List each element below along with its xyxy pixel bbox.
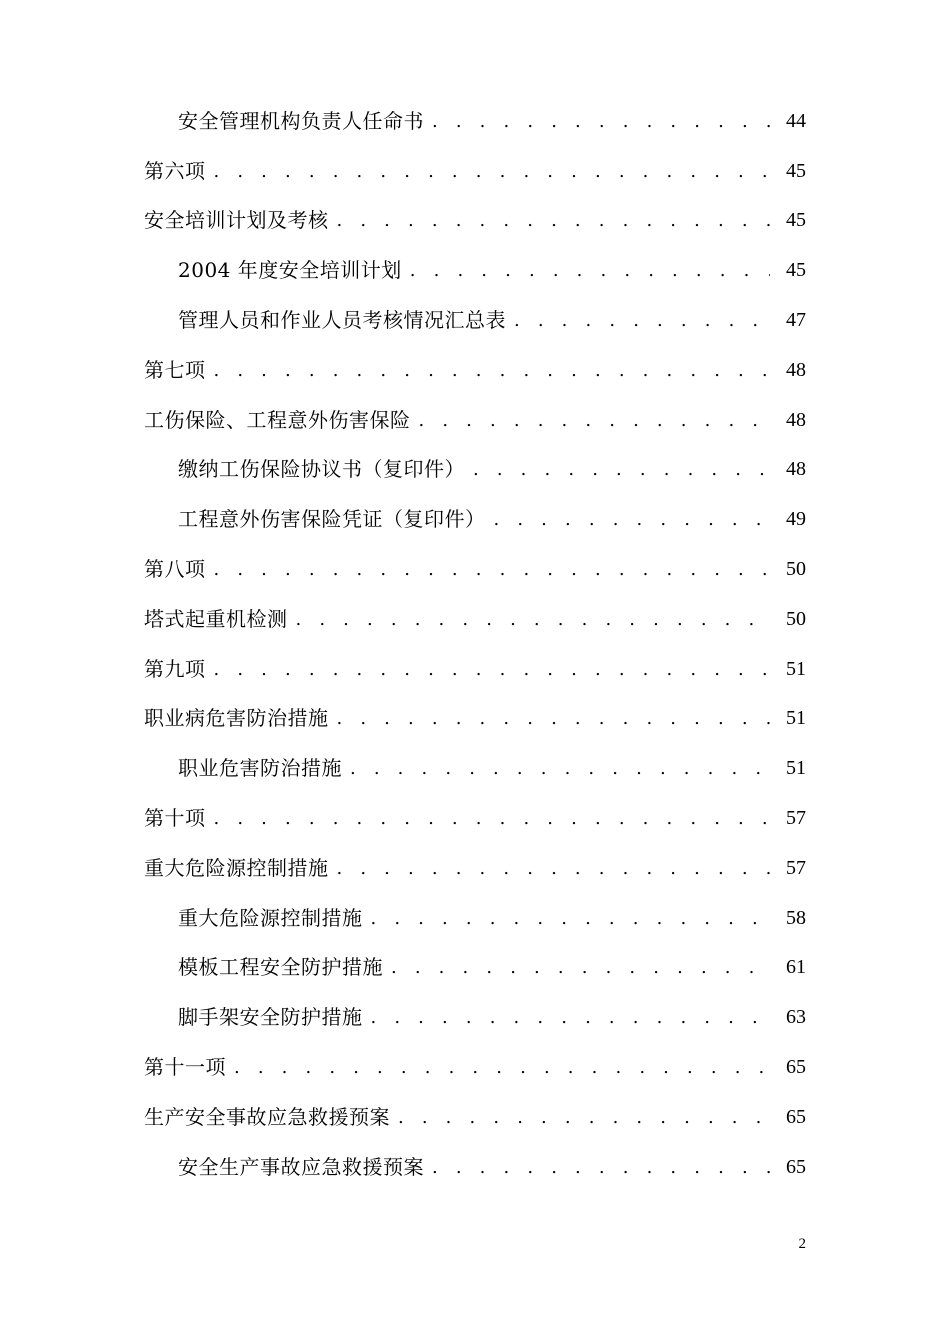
toc-entry[interactable] [0, 494, 950, 544]
toc-entry-title: 重大危险源控制措施 [178, 905, 363, 930]
toc-dot-leader [214, 362, 771, 380]
toc-entry[interactable] [0, 445, 950, 495]
toc-dot-leader [419, 412, 771, 430]
table-of-contents [0, 96, 950, 1192]
toc-entry-page: 50 [786, 558, 806, 581]
toc-entry[interactable] [0, 96, 950, 146]
toc-entry-page: 45 [786, 209, 806, 232]
toc-entry-title: 安全培训计划及考核 [144, 208, 329, 233]
toc-entry-title: 管理人员和作业人员考核情况汇总表 [178, 308, 506, 333]
toc-entry[interactable] [0, 295, 950, 345]
toc-entry-page: 58 [786, 906, 806, 929]
toc-entry-page: 57 [786, 856, 806, 879]
toc-entry[interactable] [0, 594, 950, 644]
toc-dot-leader [350, 760, 770, 778]
toc-entry-title: 重大危险源控制措施 [144, 855, 329, 880]
toc-entry-title: 2004 年度安全培训计划 [178, 258, 402, 283]
toc-entry[interactable] [0, 1042, 950, 1092]
toc-entry-title: 第十一项 [144, 1055, 226, 1080]
toc-dot-leader [410, 262, 770, 280]
toc-entry[interactable] [0, 395, 950, 445]
toc-entry-title: 模板工程安全防护措施 [178, 955, 383, 980]
toc-entry[interactable] [0, 196, 950, 246]
toc-dot-leader [214, 561, 771, 579]
toc-entry-page: 65 [786, 1155, 806, 1178]
toc-entry-title: 职业危害防治措施 [178, 756, 342, 781]
toc-entry-page: 65 [786, 1056, 806, 1079]
toc-entry-title: 工伤保险、工程意外伤害保险 [144, 407, 411, 432]
page-number: 2 [798, 1236, 806, 1252]
toc-entry-page: 51 [786, 657, 806, 680]
toc-entry[interactable] [0, 1142, 950, 1192]
toc-entry-page: 63 [786, 1006, 806, 1029]
toc-entry-page: 47 [786, 309, 806, 332]
toc-entry-title: 第七项 [144, 357, 206, 382]
toc-entry-page: 48 [786, 408, 806, 431]
toc-entry-page: 48 [786, 358, 806, 381]
toc-entry-page: 57 [786, 807, 806, 830]
toc-dot-leader [337, 212, 771, 230]
toc-entry-title: 脚手架安全防护措施 [178, 1005, 363, 1030]
toc-entry[interactable] [0, 544, 950, 594]
toc-entry[interactable] [0, 1092, 950, 1142]
toc-entry-title: 安全管理机构负责人任命书 [178, 108, 424, 133]
toc-entry-title: 生产安全事故应急救援预案 [144, 1104, 390, 1129]
toc-entry-page: 45 [786, 159, 806, 182]
toc-dot-leader [214, 163, 771, 181]
toc-dot-leader [514, 312, 770, 330]
toc-entry-title: 第六项 [144, 158, 206, 183]
toc-dot-leader [214, 810, 771, 828]
toc-entry-page: 44 [786, 109, 806, 132]
toc-entry[interactable] [0, 146, 950, 196]
toc-dot-leader [337, 710, 771, 728]
toc-dot-leader [371, 910, 771, 928]
toc-dot-leader [234, 1059, 770, 1077]
toc-entry-page: 51 [786, 707, 806, 730]
toc-entry[interactable] [0, 743, 950, 793]
toc-entry[interactable] [0, 843, 950, 893]
toc-entry-page: 49 [786, 508, 806, 531]
toc-entry-page: 50 [786, 607, 806, 630]
toc-dot-leader [432, 113, 770, 131]
toc-dot-leader [494, 511, 771, 529]
toc-entry[interactable] [0, 992, 950, 1042]
toc-entry[interactable] [0, 793, 950, 843]
toc-entry-page: 61 [786, 956, 806, 979]
toc-entry-title: 第十项 [144, 806, 206, 831]
toc-entry[interactable] [0, 245, 950, 295]
toc-dot-leader [214, 661, 771, 679]
toc-entry-title: 职业病危害防治措施 [144, 706, 329, 731]
toc-entry-title: 工程意外伤害保险凭证（复印件） [178, 507, 486, 532]
toc-dot-leader [391, 959, 770, 977]
toc-dot-leader [296, 611, 771, 629]
toc-entry-title: 安全生产事故应急救援预案 [178, 1154, 424, 1179]
toc-entry[interactable] [0, 943, 950, 993]
toc-dot-leader [473, 461, 770, 479]
toc-entry[interactable] [0, 893, 950, 943]
toc-entry[interactable] [0, 694, 950, 744]
toc-dot-leader [371, 1009, 771, 1027]
toc-entry[interactable] [0, 644, 950, 694]
toc-dot-leader [432, 1159, 770, 1177]
toc-entry-page: 45 [786, 259, 806, 282]
toc-entry-title: 第九项 [144, 656, 206, 681]
toc-entry-title: 第八项 [144, 557, 206, 582]
toc-entry-title: 缴纳工伤保险协议书（复印件） [178, 457, 465, 482]
toc-entry-title: 塔式起重机检测 [144, 606, 288, 631]
toc-entry-page: 48 [786, 458, 806, 481]
toc-entry-page: 51 [786, 757, 806, 780]
toc-dot-leader [337, 860, 771, 878]
toc-dot-leader [398, 1109, 770, 1127]
toc-entry-page: 65 [786, 1105, 806, 1128]
toc-entry[interactable] [0, 345, 950, 395]
